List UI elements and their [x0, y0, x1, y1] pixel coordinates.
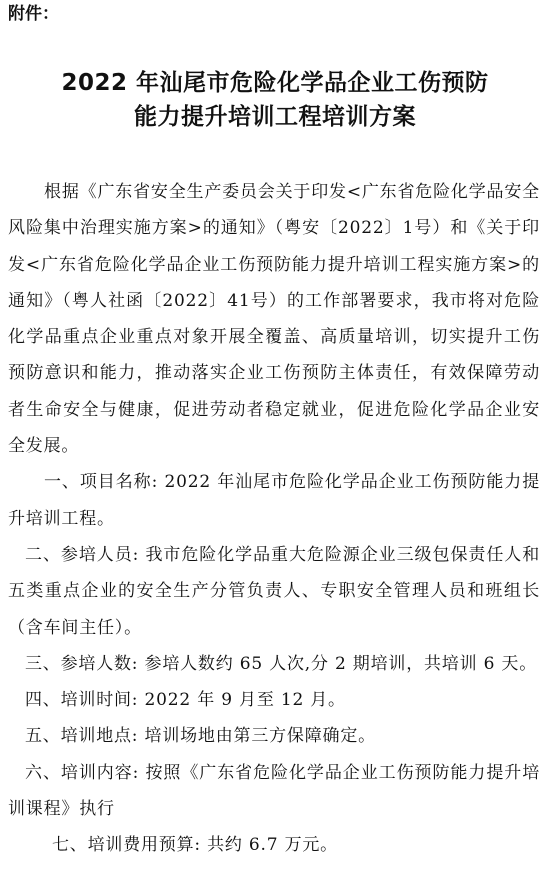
item-training-budget: 七、培训费用预算: 共约 6.7 万元。 [52, 835, 338, 856]
item-training-location: 五、培训地点: 培训场地由第三方保障确定。 [25, 726, 376, 747]
title-line-1: 2022 年汕尾市危险化学品企业工伤预防 [61, 70, 489, 96]
item-participants: 二、参培人员: 我市危险化学品重大危险源企业三级包保责任人和五类重点企业的安全生产分管负责人、专职安全管理人员和班组长（含车间主任）。 [8, 544, 540, 638]
item-participant-count: 三、参培人数: 参培人数约 65 人次,分 2 期培训，共培训 6 天。 [25, 653, 538, 674]
item-project-name: 一、项目名称: 2022 年汕尾市危险化学品企业工伤预防能力提升培训工程。 [8, 472, 540, 529]
document-title [0, 66, 550, 134]
title-line-2: 能力提升培训工程培训方案 [134, 104, 416, 130]
item-training-content: 六、培训内容: 按照《广东省危险化学品企业工伤预防能力提升培训课程》执行 [8, 762, 540, 820]
intro-paragraph: 根据《广东省安全生产委员会关于印发<广东省危险化学品安全风险集中治理实施方案>的通知》（粤安〔2022〕1号）和《关于印发<广东省危险化学品企业工伤预防能力提升培训工程实施方案>的通知》（粤人社函〔2022〕41号）的工作部署要求，我市将对危险化学品重点企业重点对象开展全覆盖、高质量培训，切实提升工伤预防意识和能力，推动落实企业工伤预防主体责任，有效保障劳动者生命安全与健康，促进劳动者稳定就业，促进危险化学品企业安全发展。 [8, 182, 540, 457]
item-training-time: 四、培训时间: 2022 年 9 月至 12 月。 [25, 690, 346, 711]
attachment-label: 附件： [8, 4, 59, 24]
document-body [8, 174, 540, 864]
